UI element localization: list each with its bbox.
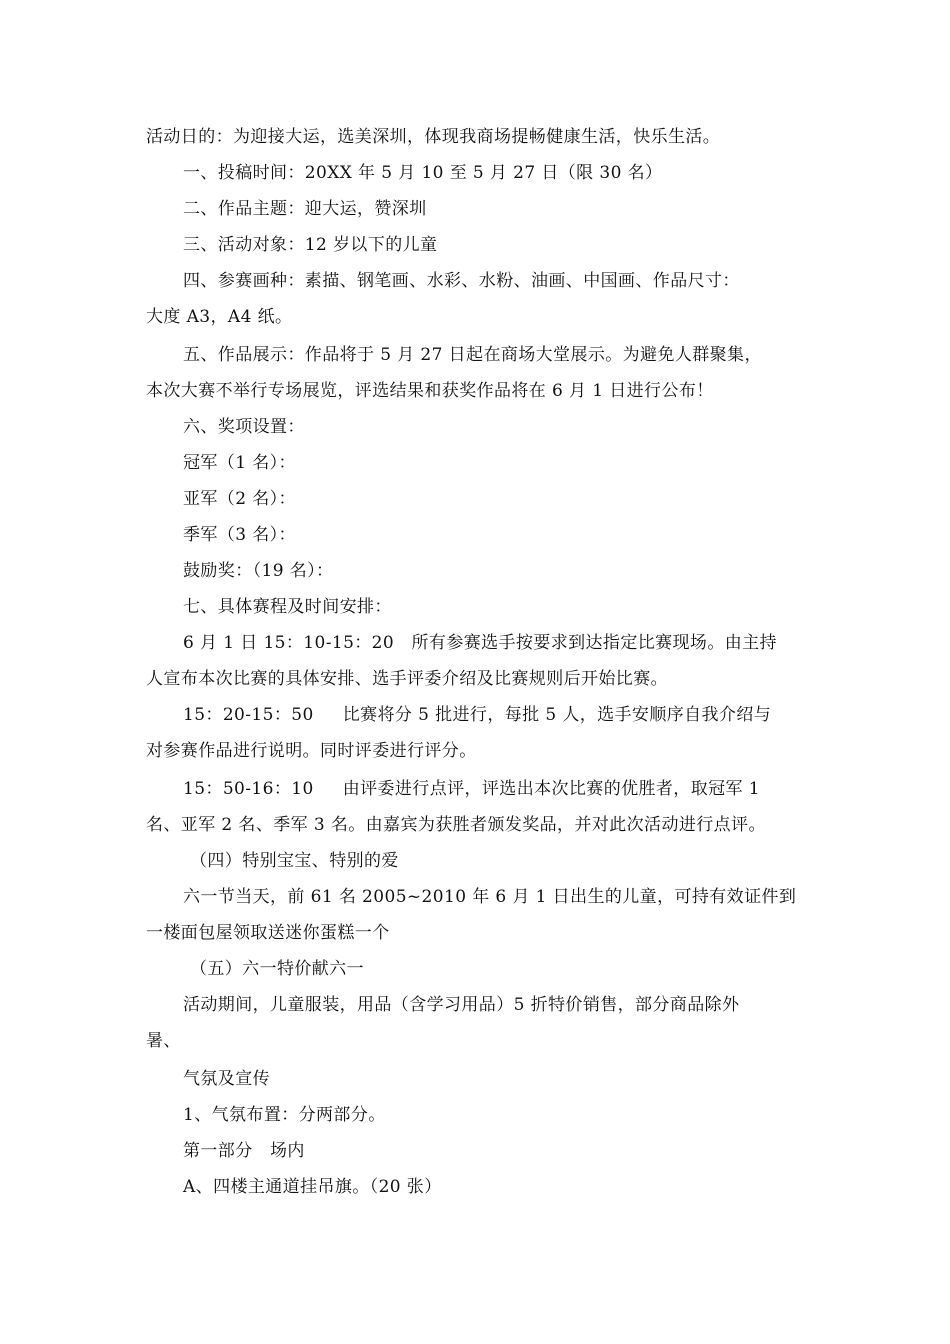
- part-one-line: 第一部分 场内: [183, 1141, 305, 1161]
- painting-size-line: 大度 A3，A4 纸。: [146, 307, 293, 327]
- schedule-heading: 七、具体赛程及时间安排：: [183, 597, 392, 617]
- schedule-item-3-continued: 名、亚军 2 名、季军 3 名。由嘉宾为获胜者颁发奖品，并对此次活动进行点评。: [146, 815, 766, 835]
- atmosphere-heading: 气氛及宣传: [183, 1069, 270, 1089]
- schedule-item-3-line: 15：50-16：10 由评委进行点评，评选出本次比赛的优胜者，取冠军 1: [183, 779, 760, 799]
- atmosphere-layout-line: 1、气氛布置：分两部分。: [183, 1105, 386, 1125]
- cake-offer-line: 六一节当天，前 61 名 2005~2010 年 6 月 1 日出生的儿童，可持有效证件到: [183, 887, 797, 907]
- exhibition-line: 五、作品展示：作品将于 5 月 27 日起在商场大堂展示。为避免人群聚集，: [183, 345, 762, 365]
- purpose-line: 活动日的：为迎接大运，选美深圳，体现我商场提畅健康生活，快乐生活。: [146, 127, 721, 147]
- schedule-item-1-continued: 人宣布本次比赛的具体安排、选手评委介绍及比赛规则后开始比赛。: [146, 669, 668, 689]
- section-four-heading: （四）特别宝宝、特别的爱: [190, 851, 399, 871]
- hanging-flags-line: A、四楼主通道挂吊旗。（20 张）: [183, 1177, 442, 1197]
- schedule-item-2-continued: 对参赛作品进行说明。同时评委进行评分。: [146, 741, 477, 761]
- award-encouragement-line: 鼓励奖：（19 名）：: [183, 561, 334, 581]
- target-audience-line: 三、活动对象：12 岁以下的儿童: [183, 235, 438, 255]
- exhibition-continued-line: 本次大赛不举行专场展览，评选结果和获奖作品将在 6 月 1 日进行公布！: [146, 381, 714, 401]
- award-champion-line: 冠军（1 名）：: [183, 453, 296, 473]
- section-five-heading: （五）六一特价献六一: [190, 959, 364, 979]
- award-third-place-line: 季军（3 名）：: [183, 525, 296, 545]
- theme-line: 二、作品主题：迎大运，赞深圳: [183, 199, 427, 219]
- schedule-item-1-line: 6 月 1 日 15：10-15：20 所有参赛选手按要求到达指定比赛现场。由主持: [183, 633, 777, 653]
- discount-continued: 暑、: [146, 1031, 181, 1051]
- painting-types-line: 四、参赛画种：素描、钢笔画、水彩、水粉、油画、中国画、作品尺寸：: [183, 271, 740, 291]
- award-runner-up-line: 亚军（2 名）：: [183, 489, 296, 509]
- submission-time-line: 一、投稿时间：20XX 年 5 月 10 至 5 月 27 日（限 30 名）: [183, 163, 663, 183]
- awards-heading: 六、奖项设置：: [183, 417, 305, 437]
- cake-offer-continued: 一楼面包屋领取送迷你蛋糕一个: [146, 923, 390, 943]
- discount-line: 活动期间，儿童服装，用品（含学习用品）5 折特价销售，部分商品除外: [183, 995, 740, 1015]
- schedule-item-2-line: 15：20-15：50 比赛将分 5 批进行，每批 5 人，选手安顺序自我介绍与: [183, 705, 772, 725]
